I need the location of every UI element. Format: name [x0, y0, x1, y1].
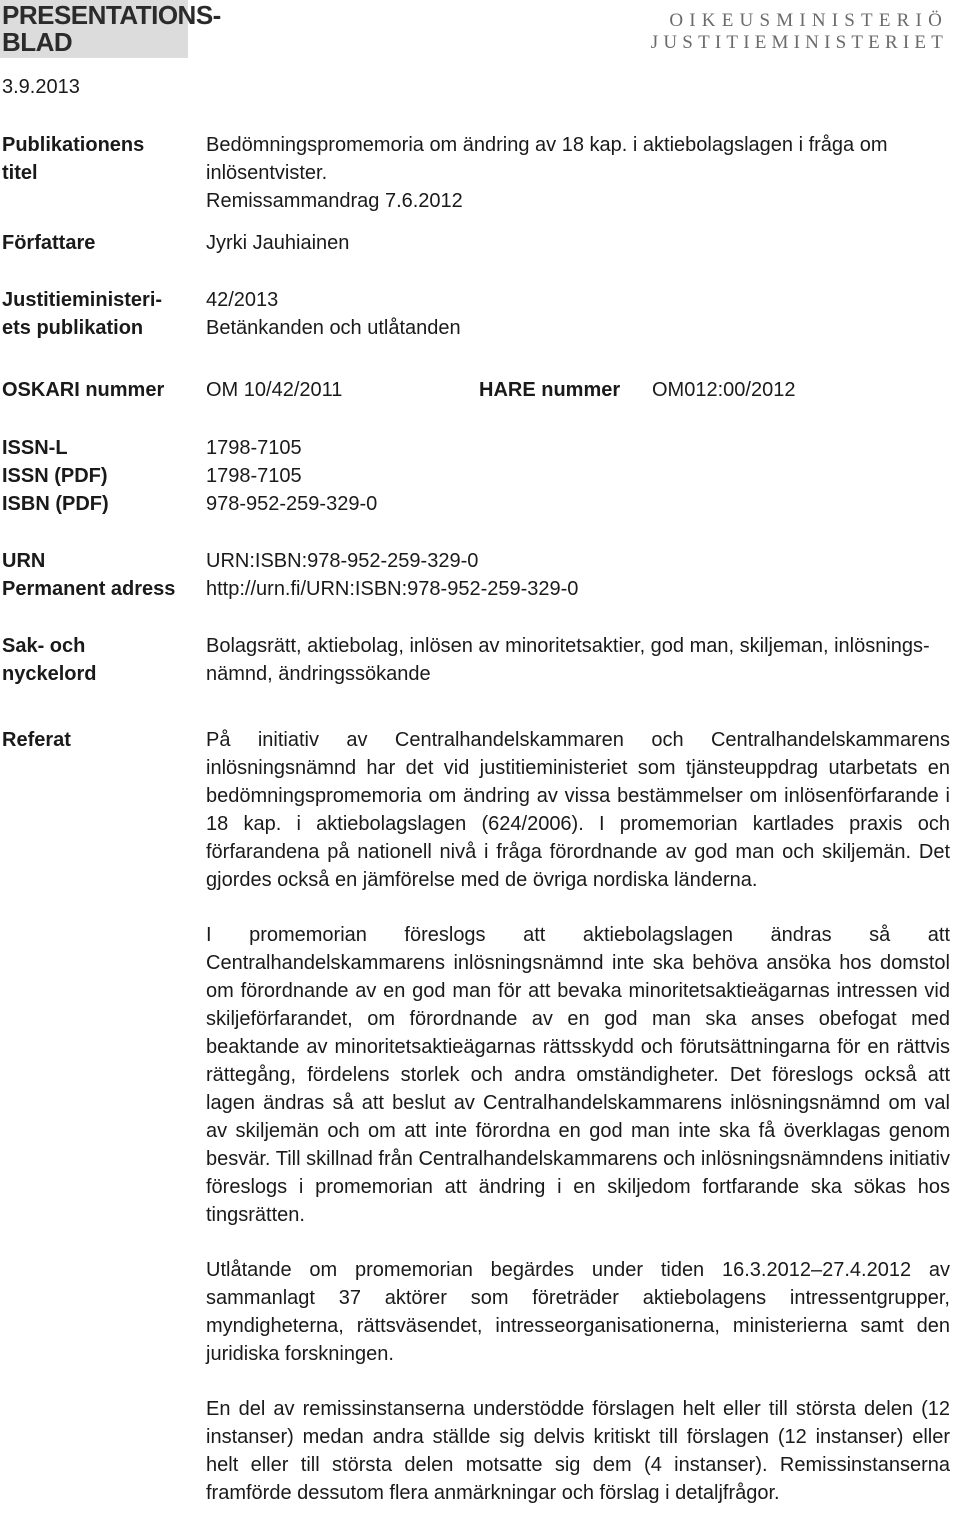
ministry-name-sv: JUSTITIEMINISTERIET: [650, 32, 948, 53]
urn-values: URN:ISBN:978-952-259-329-0 http://urn.fi/URN:ISBN:978-952-259-329-0: [206, 550, 579, 600]
abstract-body: [206, 726, 950, 1534]
abstract-paragraph: Utlåtande om promemorian begärdes under tiden 16.3.2012–27.4.2012 av sammanlagt 37 aktörer som företräder aktiebolagens intressentgrupper, myndigheterna, rättsväsendet, intresseorganisationerna, ministerierna samt den juridiska forskningen.: [206, 1259, 950, 1365]
publication-label: Justitieministeri- ets publikation: [2, 289, 163, 339]
ministry-name-fi: OIKEUSMINISTERIÖ: [669, 10, 948, 31]
presentation-badge-text: PRESENTATIONS- BLAD: [2, 0, 221, 57]
document-date: 3.9.2013: [2, 76, 80, 98]
abstract-label: Referat: [2, 729, 71, 751]
keywords-value: Bolagsrätt, aktiebolag, inlösen av minoritetsaktier, god man, skiljeman, inlösnings- nämnd, ändringssökande: [206, 635, 930, 685]
keywords-label: Sak- och nyckelord: [2, 635, 97, 685]
abstract-paragraph: På initiativ av Centralhandelskammaren och Centralhandelskammarens inlösningsnämnd har det vid justitieministeriet som tjänsteuppdrag utarbetats en bedömningspromemoria om ändring av vissa bestämmelser om inlösenförfarande i 18 kap. i aktiebolagslagen (624/2006). I promemorian kartlades praxis och förfarandena på nationell nivå i fråga förordnande av god man och skiljemän. Det gjordes också en jämförelse med de övriga nordiska länderna.: [206, 729, 950, 891]
issn-labels: ISSN-L ISSN (PDF) ISBN (PDF): [2, 437, 109, 515]
abstract-paragraph: En del av remissinstanserna understödde förslagen helt eller till största delen (12 instanser) medan andra ställde sig delvis kritiskt till förslagen (12 instanser) eller helt eller till största delen motsatte sig dem (4 instanser). Remissinstanserna framförde dessutom flera anmärkningar och förslag i detaljfrågor.: [206, 1398, 950, 1504]
issn-values: 1798-7105 1798-7105 978-952-259-329-0: [206, 437, 378, 515]
author-label: Författare: [2, 232, 96, 254]
hare-label: HARE nummer: [479, 379, 621, 401]
publication-value: 42/2013 Betänkanden och utlåtanden: [206, 289, 461, 339]
oskari-label: OSKARI nummer: [2, 379, 165, 401]
oskari-value: OM 10/42/2011: [206, 379, 343, 401]
presentation-badge: [0, 0, 221, 58]
ministry-logo: [651, 10, 948, 54]
urn-labels: URN Permanent adress: [2, 550, 176, 600]
hare-value: OM012:00/2012: [652, 379, 796, 401]
abstract-paragraph: I promemorian föreslogs att aktiebolagslagen ändras så att Centralhandelskammarens inlösningsnämnd inte ska behöva ansöka hos domstol om förordnande av en god man för att bevaka minoritetsaktieägarnas intressen vid skiljeförfarandet, om förordnande av en god man ska anses obefogat med beaktande av minoritetsaktieägarnas rättsskydd och förutsättningarna för en rättvis rättegång, fördelens storlek och andra omständigheter. Det föreslogs också att lagen ändras så att beslut av Centralhandelskammarens inlösningsnämnd om val av skiljemän och om att inte förordna en god man inte ska få överklagas genom besvär. Till skillnad från Centralhandelskammarens och inlösningsnämndens initiativ föreslogs i promemorian att ändring i en skiljedom fortfarande ska sökas hos tingsrätten.: [206, 924, 950, 1226]
title-value: Bedömningspromemoria om ändring av 18 kap. i aktiebolagslagen i fråga om inlösentvister. Remissammandrag 7.6.2012: [206, 134, 888, 212]
title-label: Publikationens titel: [2, 134, 145, 184]
page-header: [0, 0, 960, 60]
author-value: Jyrki Jauhiainen: [206, 232, 350, 254]
